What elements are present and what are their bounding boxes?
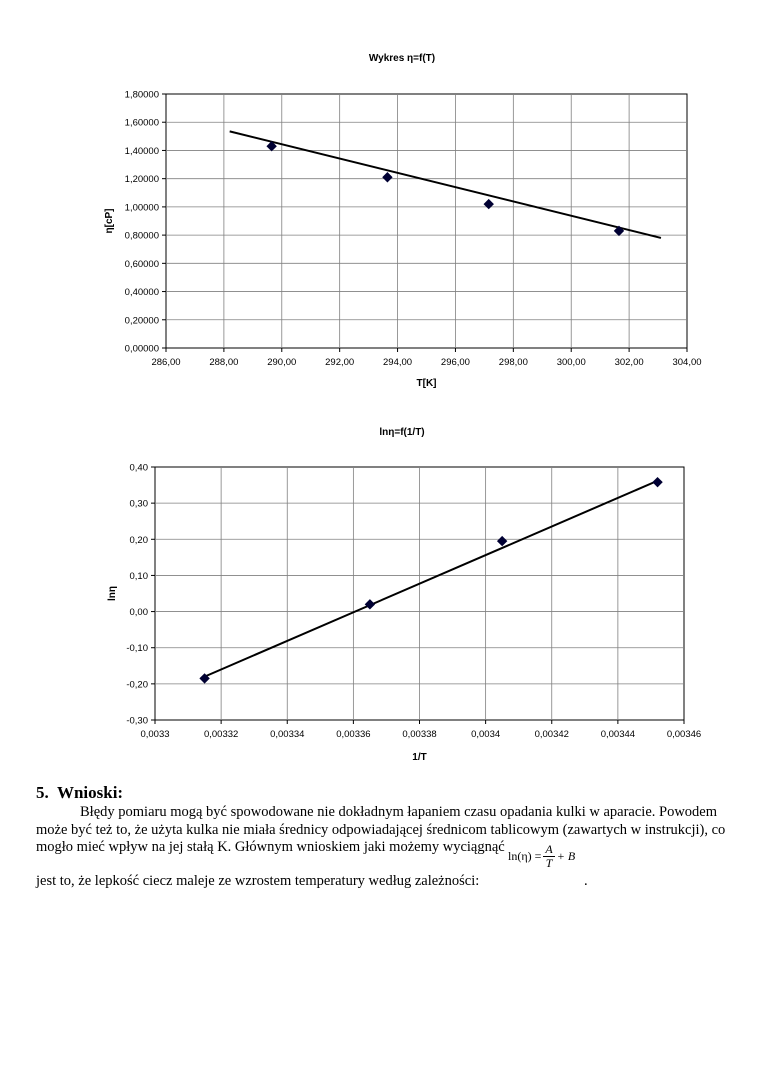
formula	[508, 843, 575, 870]
y-tick-label: 0,10	[129, 570, 148, 582]
chart-title: lnη=f(1/T)	[379, 427, 425, 438]
y-tick-label: 1,80000	[124, 89, 159, 101]
x-tick-label: 0,0034	[471, 729, 501, 740]
x-tick-label: 0,00334	[270, 729, 305, 740]
ln-viscosity-vs-inverse-temperature-chart	[0, 410, 760, 780]
y-tick-label: -0,30	[126, 715, 148, 727]
formula-rhs: + B	[556, 848, 576, 863]
section-number: 5.	[36, 783, 49, 802]
y-tick-label: 1,20000	[124, 174, 159, 186]
chart1-svg	[0, 0, 760, 410]
y-tick-label: 0,40000	[124, 287, 159, 299]
x-tick-label: 0,00338	[402, 729, 437, 740]
y-tick-label: -0,20	[126, 679, 148, 691]
y-tick-label: 0,00	[129, 607, 148, 619]
x-tick-label: 0,0033	[140, 729, 170, 740]
y-tick-label: 1,40000	[124, 145, 159, 157]
x-axis-label: 1/T	[412, 752, 427, 763]
chart2-svg	[0, 410, 760, 780]
formula-period: .	[584, 872, 588, 889]
x-tick-label: 286,00	[151, 357, 181, 368]
x-tick-label: 0,00344	[600, 729, 636, 740]
y-tick-label: 1,00000	[124, 202, 159, 214]
x-tick-label: 0,00332	[203, 729, 239, 740]
y-tick-label: 0,40	[129, 462, 148, 474]
section-title: Wnioski:	[56, 783, 124, 802]
formula-denominator: T	[545, 855, 553, 870]
y-tick-label: 1,60000	[124, 117, 159, 129]
x-tick-label: 300,00	[556, 357, 586, 368]
x-tick-label: 298,00	[498, 357, 528, 368]
y-axis-label: lnη	[107, 586, 118, 601]
x-tick-label: 304,00	[672, 357, 702, 368]
x-tick-label: 0,00342	[534, 729, 569, 740]
y-tick-label: 0,20	[129, 534, 148, 546]
y-tick-label: 0,30	[129, 498, 148, 510]
chart-title: Wykres η=f(T)	[368, 53, 436, 64]
x-tick-label: 288,00	[209, 357, 239, 368]
y-axis-label: η[cP]	[104, 208, 115, 234]
conclusions-paragraph	[36, 804, 726, 890]
x-tick-label: 292,00	[325, 357, 355, 368]
conclusions-last-text: jest to, że lepkość ciecz maleje ze wzrostem temperatury według zależności:	[36, 872, 480, 889]
section-heading	[36, 783, 123, 803]
formula-fraction	[543, 843, 554, 870]
plot-area	[166, 94, 687, 348]
x-axis-label: T[K]	[416, 378, 437, 389]
x-tick-label: 296,00	[440, 357, 470, 368]
formula-numerator: A	[545, 841, 553, 856]
conclusions-last-line	[36, 841, 726, 891]
x-tick-label: 0,00346	[666, 729, 702, 740]
y-tick-label: 0,80000	[124, 230, 159, 242]
formula-lhs: ln(η) =	[508, 848, 542, 863]
x-tick-label: 294,00	[383, 357, 413, 368]
y-tick-label: 0,00000	[124, 343, 159, 355]
x-tick-label: 302,00	[614, 357, 644, 368]
x-tick-label: 290,00	[267, 357, 297, 368]
conclusions-text: Błędy pomiaru mogą być spowodowane nie dokładnym łapaniem czasu opadania kulki w aparacie. Powodem może być też to, że użyta kulka nie miała średnicy odpowiadającej średnicom tablicowym (zawartych w instrukcji), co mogło mieć wpływ na jej stałą K. Głównym wnioskiem jaki możemy wyciągnąć	[36, 804, 726, 855]
y-tick-label: -0,10	[126, 643, 148, 655]
y-tick-label: 0,60000	[124, 258, 159, 270]
viscosity-vs-temperature-chart	[0, 0, 760, 410]
y-tick-label: 0,20000	[124, 315, 159, 327]
x-tick-label: 0,00336	[336, 729, 371, 740]
